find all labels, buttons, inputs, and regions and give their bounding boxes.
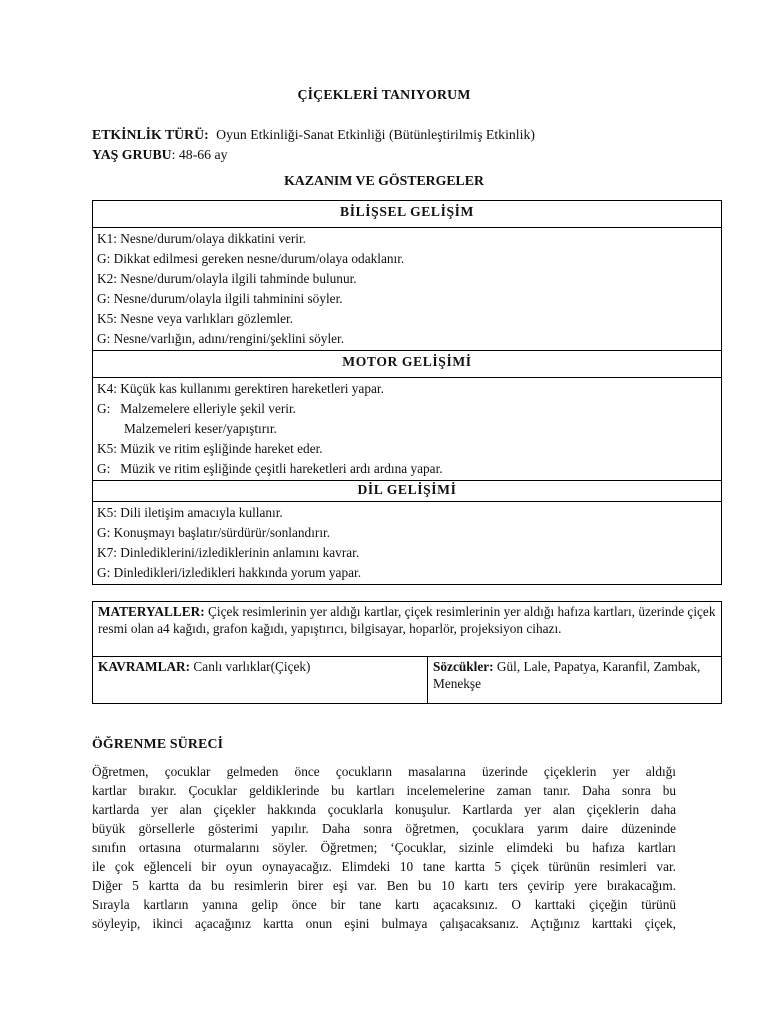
page-title: ÇİÇEKLERİ TANIYORUM — [297, 87, 471, 102]
paragraph-line: ile çok eğlenceli bir oyun oynayacağız. Elimdeki 10 tane kartta 5 çiçek türünün resimleri var. — [92, 859, 676, 874]
words-value: Gül, Lale, Papatya, Karanfil, Zambak, Menekşe — [433, 659, 701, 691]
indicator-line: G: Müzik ve ritim eşliğinde çeşitli hareketleri ardı ardına yapar. — [97, 461, 443, 476]
concepts-value: Canlı varlıklar(Çiçek) — [193, 659, 311, 674]
paragraph-line: Öğretmen, çocuklar gelmeden önce çocukların masalarına üzerinde çiçeklerin yer aldığı — [92, 764, 676, 779]
activity-type-value: Oyun Etkinliği-Sanat Etkinliği (Bütünleştirilmiş Etkinlik) — [216, 127, 535, 142]
section-header-motor: MOTOR GELİŞİMİ — [93, 351, 722, 378]
activity-type-line — [92, 127, 535, 143]
words-cell — [428, 657, 722, 704]
indicator-line: G: Nesne/varlığın, adını/rengini/şeklini söyler. — [97, 331, 345, 346]
indicator-line: G: Dikkat edilmesi gereken nesne/durum/olaya odaklanır. — [97, 251, 405, 266]
outcome-line: K4: Küçük kas kullanımı gerektiren hareketleri yapar. — [97, 381, 384, 396]
age-group-line — [92, 147, 228, 163]
paragraph-line: kartlar bırakır. Çocuklar geldiklerinde bu kartları incelemelerine zaman tanır. Daha sonra bu — [92, 783, 676, 798]
paragraph-line: sınıfın ortasına oturmalarını söyler. Öğretmen; ‘Çocuklar, sizinle elimdeki bu hafıza kartları — [92, 840, 676, 855]
paragraph-line: büyük görsellerle gösterimi yapılır. Daha sonra öğretmen, çocuklara yarım daire düzeninde — [92, 821, 676, 836]
paragraph-line: Sırayla kartların yanına gelip önce bir tane kartı açacaksınız. O karttaki çiçeğin türünü — [92, 897, 676, 912]
outcome-line: K2: Nesne/durum/olayla ilgili tahminde bulunur. — [97, 271, 357, 286]
section-body-cognitive — [93, 228, 722, 351]
outcome-line: K1: Nesne/durum/olaya dikkatini verir. — [97, 231, 307, 246]
paragraph-line: kartlarda yer alan çiçekler hakkında çocuklarla konuşulur. Kartlarda yer alan çiçeklerin daha — [92, 802, 676, 817]
section-body-language — [93, 502, 722, 585]
age-group-label: YAŞ GRUBU — [92, 147, 172, 162]
outcome-line: K5: Müzik ve ritim eşliğinde hareket eder. — [97, 441, 323, 456]
outcome-line: K5: Nesne veya varlıkları gözlemler. — [97, 311, 294, 326]
materials-label: MATERYALLER: — [98, 604, 205, 619]
section-header-language: DİL GELİŞİMİ — [93, 481, 722, 502]
outcomes-table — [92, 200, 722, 585]
indicator-line: Malzemeleri keser/yapıştırır. — [124, 421, 277, 436]
age-group-value: : 48-66 ay — [171, 147, 228, 162]
outcome-line: K5: Dili iletişim amacıyla kullanır. — [97, 505, 283, 520]
learning-process-paragraph — [92, 762, 676, 933]
outcome-line: K7: Dinlediklerini/izlediklerinin anlamını kavrar. — [97, 545, 360, 560]
concepts-label: KAVRAMLAR: — [98, 659, 191, 674]
concepts-cell — [93, 657, 428, 704]
learning-process-title: ÖĞRENME SÜRECİ — [92, 736, 224, 751]
indicator-line: G: Nesne/durum/olayla ilgili tahminini söyler. — [97, 291, 343, 306]
indicator-line: G: Malzemelere elleriyle şekil verir. — [97, 401, 296, 416]
outcomes-title: KAZANIM VE GÖSTERGELER — [284, 173, 484, 188]
materials-cell — [93, 602, 722, 657]
section-body-motor — [93, 378, 722, 481]
indicator-line: G: Dinledikleri/izledikleri hakkında yorum yapar. — [97, 565, 362, 580]
paragraph-line: Diğer 5 kartta da bu resimlerin birer eşi var. Ben bu 10 kartı ters çevirip yere bırakacağım. — [92, 878, 676, 893]
paragraph-line: söyleyip, ikinci açacağınız kartta onun eşini bulmaya çalışacaksanız. Açtığınız karttaki çiçek, — [92, 916, 676, 931]
activity-type-label: ETKİNLİK TÜRÜ: — [92, 127, 209, 142]
materials-table — [92, 601, 722, 704]
materials-value: Çiçek resimlerinin yer aldığı kartlar, çiçek resimlerinin yer aldığı hafıza kartları, üzerinde çiçek resmi olan a4 kağıdı, grafon kağıdı, yapıştırıcı, bilgisayar, hoparlör, projeksiyon cihazı. — [98, 604, 716, 636]
words-label: Sözcükler: — [433, 659, 494, 674]
indicator-line: G: Konuşmayı başlatır/sürdürür/sonlandırır. — [97, 525, 331, 540]
section-header-cognitive: BİLİŞSEL GELİŞİM — [93, 201, 722, 228]
